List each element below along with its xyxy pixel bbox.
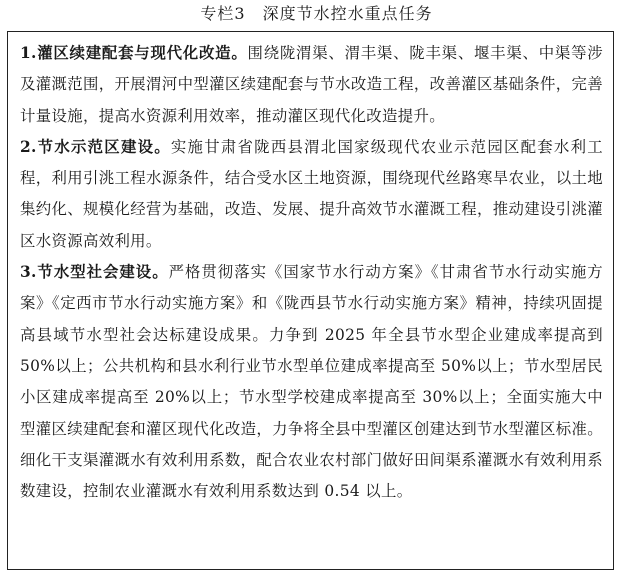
section-water-saving-society (20, 257, 603, 507)
section-heading: 2.节水示范区建设。 (20, 137, 171, 156)
section-body: 实施甘肃省陇西县渭北国家级现代农业示范园区配套水利工程，利用引洮工程水源条件，结合受水区土地资源，围绕现代丝路寒旱农业，以土地集约化、规模化经营为基础，改造、发展、提升高效节水灌溉工程，推动建设引洮灌区水资源高效利用。 (20, 137, 603, 250)
section-demo-zone (20, 132, 603, 257)
section-heading: 1.灌区续建配套与现代化改造。 (20, 44, 248, 62)
section-irrigation-renovation (20, 38, 603, 132)
task-box (7, 31, 614, 570)
section-body: 围绕陇渭渠、渭丰渠、陇丰渠、堰丰渠、中渠等涉及灌溉范围，开展渭河中型灌区续建配套与节水改造工程，改善灌区基础条件，完善计量设施，提高水资源利用效率，推动灌区现代化改造提升。 (20, 44, 603, 125)
section-body: 严格贯彻落实《国家节水行动方案》《甘肃省节水行动实施方案》《定西市节水行动实施方案》和《陇西县节水行动实施方案》精神，持续巩固提高县域节水型社会达标建设成果。力争到 2025 年全县节水型企业建成率提高到 50%以上；公共机构和县水利行业节水型单位建成率提高至 50%以上；节水型居民小区建成率提高至 20%以上；节水型学校建成率提高至 30%以上；全面实施大中型灌区续建配套和灌区现代化改造，力争将全县中型灌区创建达到节水型灌区标准。细化干支渠灌溉水有效利用系数，配合农业农村部门做好田间渠系灌溉水有效利用系数建设，控制农业灌溉水有效利用系数达到 0.54 以上。 (20, 263, 603, 501)
section-heading: 3.节水型社会建设。 (20, 263, 169, 282)
box-title: 专栏3 深度节水控水重点任务 (200, 4, 433, 23)
